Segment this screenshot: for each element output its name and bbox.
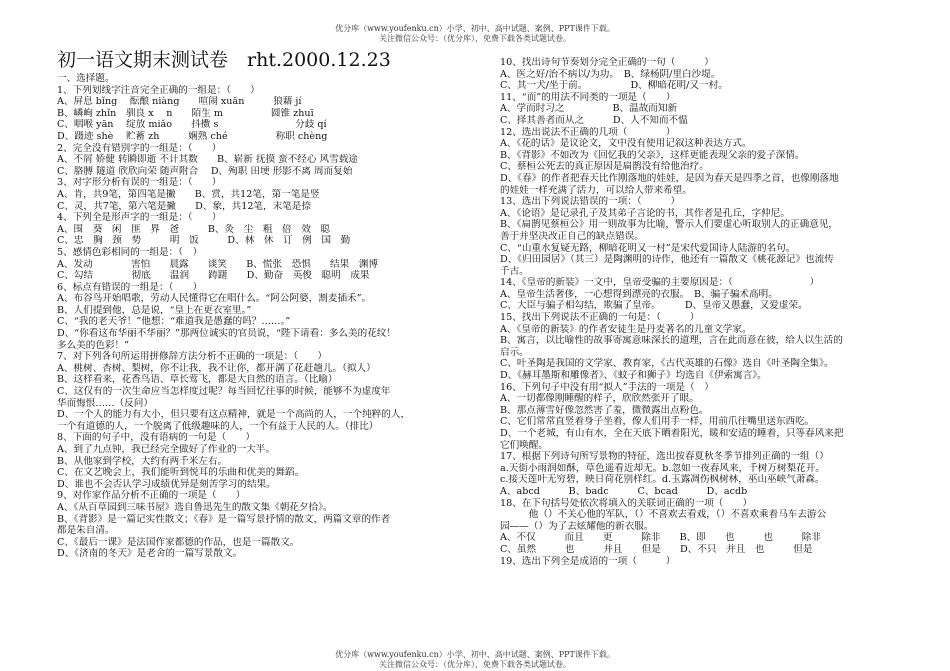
left-line: 5、感情色彩相同的一组是：（ ）: [57, 246, 203, 258]
left-line: 8、下面的句子中，没有语病的一句是（ ）: [57, 432, 255, 444]
right-line: C、“山重水复疑无路，柳暗花明又一村”是宋代爱国诗人陆游的名句。: [500, 242, 796, 254]
right-line: B、寓言，以比喻性的故事寄寓意味深长的道理，言在此而意在彼，给人以生活的: [500, 335, 843, 347]
right-line: 启示。: [500, 346, 529, 358]
right-line: 他（）不关心他的军队，（）不喜欢去看戏，（）不喜欢乘着马车去游公: [500, 509, 827, 521]
left-line: A、肯，共9笔，第四笔是撇 B、赏，共12笔，第一笔是竖: [57, 188, 320, 200]
left-line: A、布谷鸟开始唱歌，劳动人民懂得它在唱什么。“阿公阿婆，割麦插禾”。: [57, 293, 372, 305]
right-line: 12、选出说法不正确的几项（ ）: [500, 126, 676, 138]
right-line: B、《背影》不如改为《回忆我的父亲》，这样更能表现父亲的爱子深情。: [500, 149, 805, 161]
left-line: B、从他家到学校，大约有两千米左右。: [57, 455, 228, 467]
right-line: C、大臣与骗子相勾结，欺骗了皇帝。 D、皇帝又愚蠢，又爱虚荣。: [500, 300, 808, 312]
left-line: 华而悔恨……（反问）: [57, 397, 153, 409]
left-line: D、一个人的能力有大小，但只要有这点精神，就是一个高尚的人，一个纯粹的人，: [57, 409, 411, 421]
right-line: 千古。: [500, 265, 529, 277]
header-line-2: 关注微信公众号：（优分库），免费下载各类试题试卷。: [379, 34, 571, 43]
left-line: C、《最后一课》是法国作家都德的作品，也是一篇散文。: [57, 536, 300, 548]
right-line: 17、根据下列诗句所写景物的特征，选出按春夏秋冬季节排列正确的一组（）: [500, 451, 829, 463]
right-line: B、那点薄雪好像忽然害了羞，微微露出点粉色。: [500, 404, 709, 416]
exam-title: 初一语文期末测试卷 rht.2000.12.23: [57, 49, 391, 71]
right-line: 的娃娃一样充满了活力，可以给人带来希望。: [500, 184, 692, 196]
left-line: B、《背影》是一篇记实性散文；《春》是一篇写景抒情的散文，两篇文章的作者: [57, 513, 391, 525]
left-line: 3、对字形分析有误的一组是：（ ）: [57, 177, 222, 189]
right-line: 13、选出下列说法错误的一项：（ ）: [500, 196, 681, 208]
right-line: A、皇帝生活奢侈，一心想得到漂亮的衣服。 B、骗子骗术高明。: [500, 288, 778, 300]
left-line: C、忠 胸 颈 势 明 饭 D、林 休 订 例 国 勤: [57, 235, 351, 247]
right-line: A、《论语》是记录孔子及其弟子言论的书，其作者是孔丘，字仲尼。: [500, 207, 790, 219]
right-line: 善于并坚决改正自己的缺点错误。: [500, 230, 644, 242]
right-line: c.接天莲叶无穷碧，映日荷花别样红。d.玉露凋伤枫树林，巫山巫峡气萧森。: [500, 474, 825, 486]
right-line: D、《春》的作者把春天比作刚落地的娃娃，是因为春天是四季之首，也像刚落地: [500, 172, 839, 184]
left-line: C、“我的老天爷！”他想：“难道我是愚蠢的吗？……。”: [57, 316, 291, 328]
left-line: C、勾结 彻底 温润 踌躇 D、勤奋 英俊 聪明 成果: [57, 270, 370, 282]
left-line: 4、下列全是形声字的一组是：（ ）: [57, 212, 222, 224]
right-line: C、其一犬/坐于前。 D、柳暗花明/又一村。: [500, 80, 728, 92]
left-line: 一、选择题。: [57, 73, 115, 84]
footer-line-1: 优分库（www.youfenku.cn）小学、初中、高中试题、案例、PPT课件下载。: [335, 650, 615, 659]
right-line: A、一切都像刚睡醒的样子，欣欣然张开了眼。: [500, 393, 699, 405]
left-line: A、到了九点钟，我已经完全做好了作业的一大半。: [57, 444, 275, 455]
left-line: A、发动 害怕 晨露 谈笑 B、慌张 恐惧 结果 渊博: [57, 258, 378, 270]
right-line: 16、下列句子中没有用“拟人”手法的一项是（ ）: [500, 381, 714, 393]
right-line: 18、在下句括号处依次将填入的关联词正确的一项（ ）: [500, 497, 753, 509]
right-line: A、abcd B、badc C、bcad D、acdb: [500, 485, 748, 497]
left-line: C、灵，共7笔，第六笔是撇 D、象，共12笔，末笔是捺: [57, 200, 311, 212]
header-line-1: 优分库（www.youfenku.cn）小学、初中、高中试题、案例、PPT课件下载。: [335, 24, 615, 33]
right-line: a.天街小雨润如酥，草色遥看近却无。b.忽如一夜春风来，千树万树梨花开。: [500, 462, 825, 474]
left-line: D、蹑迹 shè 贮蓄 zh 娴熟 ché 称职 chèng: [57, 130, 328, 142]
left-line: A、不屑 娇健 转瞬即逝 不计其数 B、崭新 抚摸 蛮不经心 风雪载途: [57, 154, 358, 166]
right-line: A、不仅 而且 更 除非 B、即 也 也 除非: [500, 532, 821, 544]
left-line: A、《从百草园到三味书屋》选自鲁迅先生的散文集《朝花夕拾》。: [57, 501, 333, 513]
left-column: [57, 73, 487, 560]
right-line: C、虽然 也 并且 但是 D、不只 并且 也 但是: [500, 543, 813, 555]
left-line: 一个有道德的人，一个脱离了低级趣味的人，一个有益于人民的人。（排比）: [57, 420, 379, 432]
right-line: A、《皇帝的新装》的作者安徒生是丹麦著名的儿童文学家。: [500, 323, 752, 335]
left-line: 7、对下列各句所运用拼修辞方法分析不正确的一项是：（ ）: [57, 351, 327, 363]
right-line: 19、选出下列全是成语的一项（ ）: [500, 555, 676, 567]
left-line: 1、下列划线字注音完全正确的一组是：（ ）: [57, 84, 260, 96]
right-line: A、学而时习之 B、温故而知新: [500, 103, 678, 115]
right-line: 10、找出诗句节奏划分完全正确的一句（ ）: [500, 57, 714, 68]
left-line: 都是朱自清。: [57, 525, 115, 537]
left-line: D、《济南的冬天》是老舍的一篇写景散文。: [57, 548, 243, 560]
left-line: B、这样看来，花香鸟语、草长莺飞，都是大自然的语言。（比喻）: [57, 374, 338, 386]
left-line: C、这仅有的一次生命应当怎样度过呢？每当回忆往事的时候，能够不为虚度年: [57, 386, 391, 398]
right-line: A、医之好/治不病以/为功。 B、绿杨阴/里白沙堤。: [500, 68, 721, 80]
right-line: 15、找出下列说法不正确的一句是：（ ）: [500, 312, 700, 324]
right-line: 11、“而”的用法不同类的一项是（ ）: [500, 91, 676, 103]
right-line: D、一个老城，有山有水，全在天底下晒着阳光，暖和安适的睡着，只等春风来把: [500, 428, 844, 439]
right-line: C、择其善者而从之 D、人不知而不愠: [500, 114, 688, 126]
left-line: A、屏息 bǐng 酝酿 niàng 喧闹 xuān 狼藉 jí: [57, 96, 302, 108]
footer-line-2: 关注微信公众号：（优分库），免费下载各类试题试卷。: [379, 660, 571, 669]
right-line: D、《归田园居》（其三）是陶渊明的诗作，他还有一篇散文《桃花源记》也流传: [500, 254, 834, 266]
right-line: 14、《皇帝的新装》一文中，皇帝受骗的主要原因是：（ ）: [500, 277, 820, 289]
right-column: [500, 57, 945, 567]
left-line: 多么美的色彩！”: [57, 339, 130, 351]
right-line: C、它们常常直竖着身子坐着，像人们用手一样，用前爪往嘴里送东西吃。: [500, 416, 815, 428]
right-line: 园——（）为了去炫耀他的新衣服。: [500, 520, 654, 532]
page-footer: [0, 650, 950, 670]
right-line: C、蔡桓公死去的真正原因是扁鹊没有给他治疗。: [500, 161, 709, 173]
right-line: B、《扁鹊见蔡桓公》用一则故事为比喻，警示人们要虚心听取别人的正确意见，: [500, 219, 839, 231]
left-line: C、咽喉 yān 绽放 miǎo 抖擞 s 分歧 qí: [57, 119, 327, 131]
left-line: D、“你看这布华丽不华丽？”那两位诚实的官员说，“陛下请看：多么美的花纹！: [57, 328, 396, 340]
left-line: 9、对作家作品分析不正确的一项是（ ）: [57, 490, 246, 502]
left-line: B、人们提到他，总是说，“皇上在更衣室里。”: [57, 304, 252, 316]
left-line: A、桃树、杏树、梨树，你不让我，我不让你，都开满了花赶趟儿。（拟人）: [57, 362, 376, 374]
page-header: [0, 24, 950, 44]
right-line: C、叶圣陶是我国的文学家、教育家，《古代英雄的石像》选自《叶圣陶全集》。: [500, 358, 834, 370]
left-line: C、胳膊 隧道 欣欣向荣 随声附合 D、殉职 田埂 形影不离 周而复始: [57, 165, 353, 177]
right-line: A、《花的话》是议论文，文中没有使用记叙这种表达方式。: [500, 138, 752, 150]
left-line: B、嶙峋 zhǐn 驯良 x n 陌生 m 圆锥 zhuī: [57, 107, 314, 119]
right-line: D、《赫耳墨斯和雕像者》、《蚊子和狮子》均选自《伊索寓言》。: [500, 370, 767, 382]
left-line: A、围 葵 闲 匪 界 爸 B、灸 尘 粗 倍 效 聪: [57, 223, 331, 235]
left-line: C、在文艺晚会上，我们能听到悦耳的乐曲和优美的舞蹈。: [57, 467, 305, 479]
left-line: 6、标点有错误的一组是：（ ）: [57, 281, 203, 293]
left-line: 2、完全没有错别字的一组是：（ ）: [57, 142, 222, 154]
left-line: D、谁也不会否认学习成绩优异是刻苦学习的结果。: [57, 478, 276, 490]
right-line: 它们唤醒。: [500, 439, 548, 451]
